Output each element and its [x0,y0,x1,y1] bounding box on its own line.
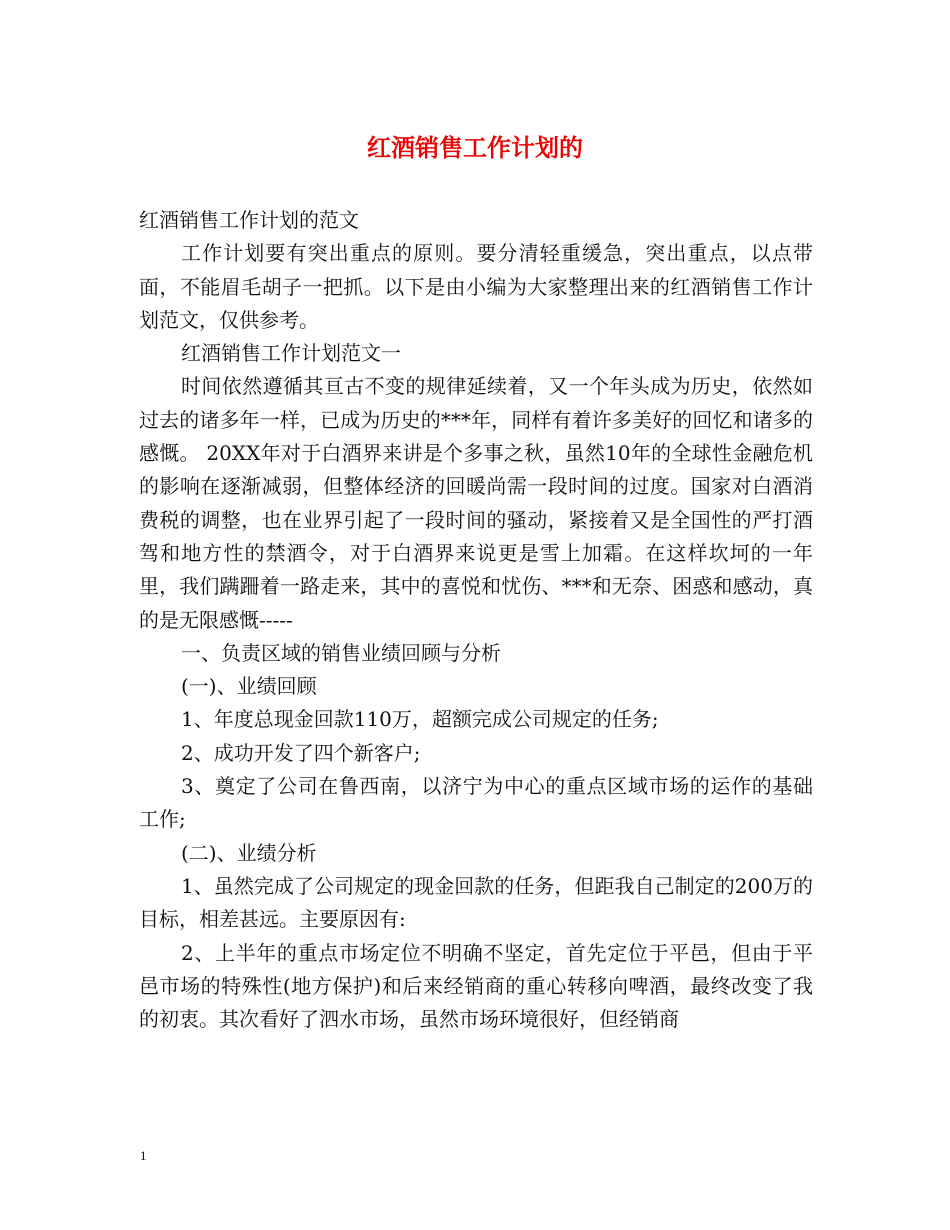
list-item: 2、成功开发了四个新客户; [181,740,421,765]
paragraph-year-review: 时间依然遵循其亘古不变的规律延续着，又一个年头成为历史，依然如过去的诸多年一样，已成为历史的***年，同样有着许多美好的回忆和诸多的感慨。 20XX年对于白酒界来讲是个多事之秋，虽然10年的全球性金融危机的影响在逐渐减弱，但整体经济的回暖尚需一段时间的过度。国家对白酒消费税的调整，也在业界引起了一段时间的骚动，紧接着又是全国性的严打酒驾和地方性的禁酒令，对于白酒界来说更是雪上加霜。在这样坎坷的一年里，我们蹒跚着一路走来，其中的喜悦和忧伤、***和无奈、困惑和感动，真的是无限感慨----- [139,374,813,632]
paragraph-heading-sample-one: 红酒销售工作计划范文一 [181,341,401,366]
paragraph-intro: 工作计划要有突出重点的原则。要分清轻重缓急，突出重点，以点带面，不能眉毛胡子一把抓。以下是由小编为大家整理出来的红酒销售工作计划范文，仅供参考。 [139,241,813,332]
list-item: 2、上半年的重点市场定位不明确不坚定，首先定位于平邑，但由于平邑市场的特殊性(地方保护)和后来经销商的重心转移向啤酒，最终改变了我的初衷。其次看好了泗水市场，虽然市场环境很好，但经销商 [139,940,813,1032]
page-number: 1 [140,1148,147,1163]
document-body [139,204,813,1036]
subsection-heading-review: (一)、业绩回顾 [181,674,317,699]
section-heading-1: 一、负责区域的销售业绩回顾与分析 [181,640,501,665]
subsection-heading-analysis: (二)、业绩分析 [181,840,317,865]
paragraph-subtitle: 红酒销售工作计划的范文 [139,208,359,232]
list-item: 3、奠定了公司在鲁西南，以济宁为中心的重点区域市场的运作的基础工作; [139,774,813,832]
document-title: 红酒销售工作计划的 [367,133,583,162]
list-item: 1、年度总现金回款110万，超额完成公司规定的任务; [181,707,659,732]
list-item: 1、虽然完成了公司规定的现金回款的任务，但距我自己制定的200万的目标，相差甚远。主要原因有: [139,873,813,932]
